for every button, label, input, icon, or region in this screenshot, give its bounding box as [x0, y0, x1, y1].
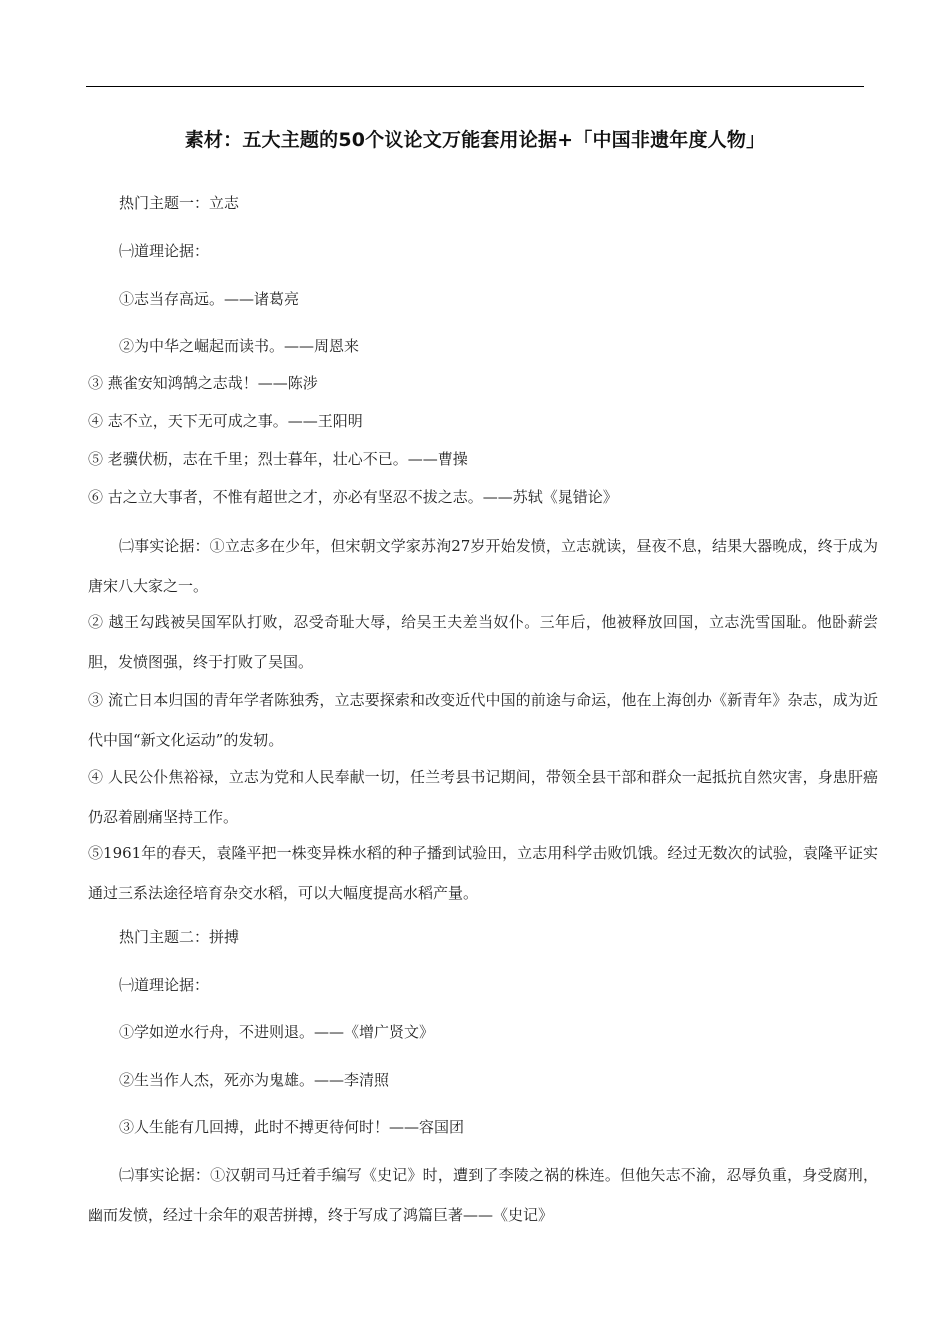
theory-item: ①志当存高远。——诸葛亮 [119, 290, 300, 308]
fact-paragraph: ㈡事实论据：①立志多在少年，但宋朝文学家苏洵27岁开始发愤，立志就读，昼夜不息，结果大器晚成，终于成为唐宋八大家之一。 [88, 537, 878, 595]
header-divider [86, 86, 864, 87]
fact-paragraph: ④ 人民公仆焦裕禄，立志为党和人民奉献一切，任兰考县书记期间，带领全县干部和群众一起抵抗自然灾害，身患肝癌仍忍着剧痛坚持工作。 [88, 768, 878, 826]
fact-paragraph: ③ 流亡日本归国的青年学者陈独秀，立志要探索和改变近代中国的前途与命运，他在上海创办《新青年》杂志，成为近代中国“新文化运动”的发轫。 [88, 691, 878, 749]
fact-paragraph: ② 越王勾践被吴国军队打败，忍受奇耻大辱，给吴王夫差当奴仆。三年后，他被释放回国，立志洗雪国耻。他卧薪尝胆，发愤图强，终于打败了吴国。 [88, 613, 878, 671]
theory-item: ②生当作人杰，死亦为鬼雄。——李清照 [119, 1071, 390, 1089]
theory-item: ①学如逆水行舟，不进则退。——《增广贤文》 [119, 1023, 435, 1041]
theory-item: ⑥ 古之立大事者，不惟有超世之才，亦必有坚忍不拔之志。——苏轼《晁错论》 [88, 488, 618, 506]
theory-heading-2: ㈠道理论据： [119, 976, 210, 994]
theory-item: ⑤ 老骥伏枥，志在千里；烈士暮年，壮心不已。——曹操 [88, 450, 468, 468]
theory-item: ④ 志不立，天下无可成之事。——王阳明 [88, 412, 363, 430]
fact-paragraph: ⑤1961年的春天，袁隆平把一株变异株水稻的种子播到试验田，立志用科学击败饥饿。经过无数次的试验，袁隆平证实通过三系法途径培育杂交水稻，可以大幅度提高水稻产量。 [88, 844, 878, 902]
theory-item: ③人生能有几回搏，此时不搏更待何时！——容国团 [119, 1118, 465, 1136]
theory-item: ③ 燕雀安知鸿鹄之志哉！——陈涉 [88, 374, 318, 392]
document-title: 素材：五大主题的50个议论文万能套用论据+「中国非遗年度人物」 [184, 129, 766, 151]
theory-heading-1: ㈠道理论据： [119, 242, 210, 260]
section-heading-2: 热门主题二：拼搏 [119, 928, 240, 946]
theory-item: ②为中华之崛起而读书。——周恩来 [119, 337, 360, 355]
fact-paragraph: ㈡事实论据：①汉朝司马迁着手编写《史记》时，遭到了李陵之祸的株连。但他矢志不渝，忍辱负重，身受腐刑，幽而发愤，经过十余年的艰苦拼搏，终于写成了鸿篇巨著——《史记》 [88, 1166, 878, 1224]
section-heading-1: 热门主题一：立志 [119, 194, 240, 212]
